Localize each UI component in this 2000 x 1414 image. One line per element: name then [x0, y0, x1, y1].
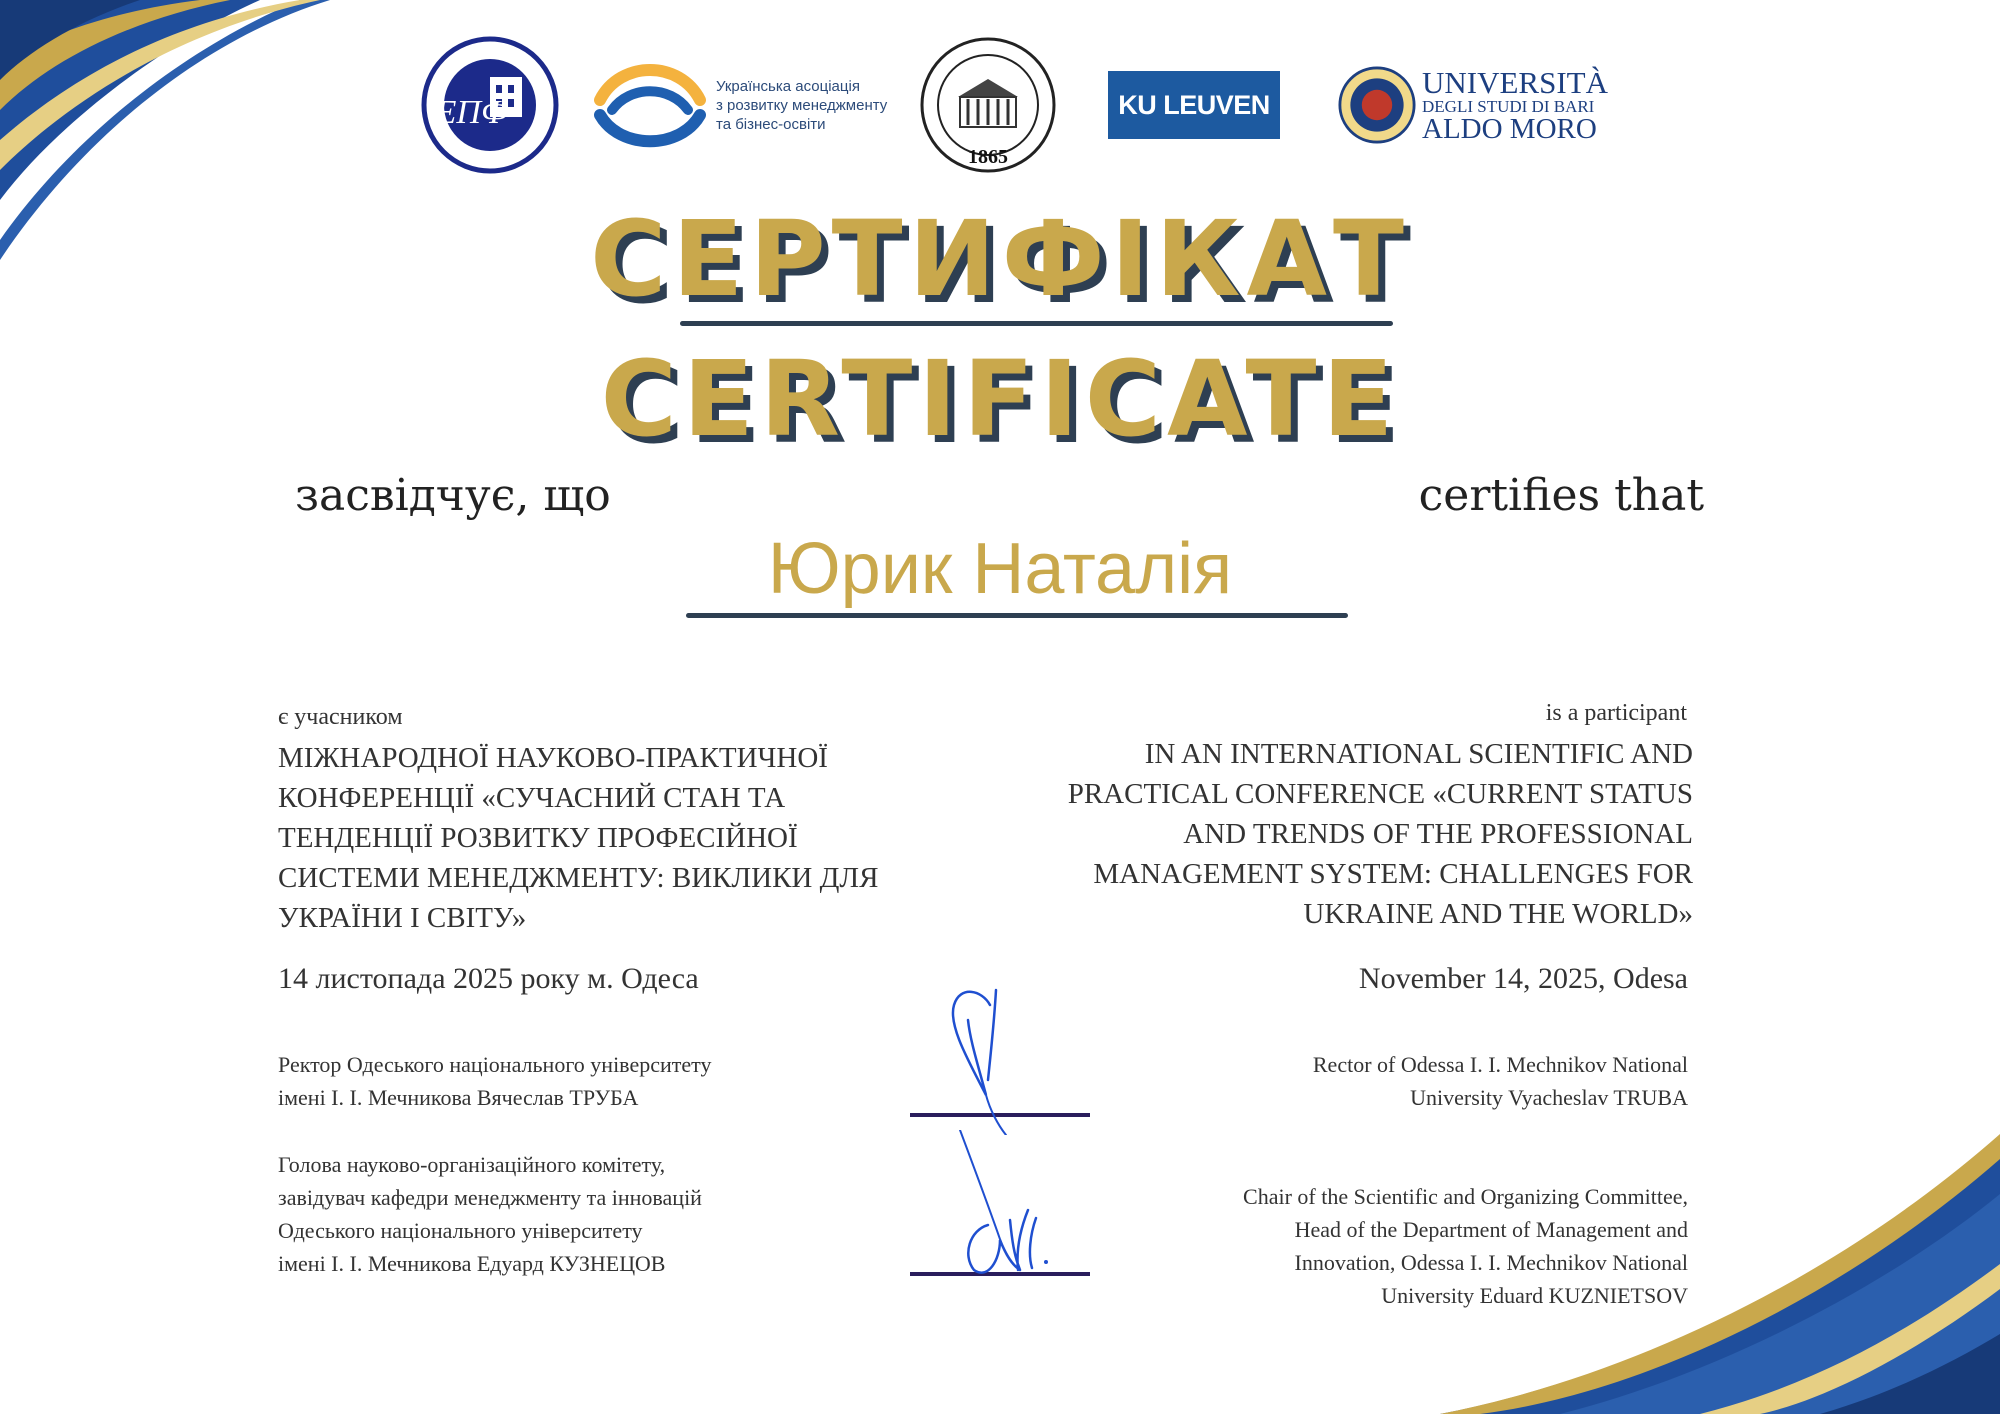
rector-line-ua: імені І. І. Мечникова Вячеслав ТРУБА — [278, 1085, 639, 1110]
conference-line-en: IN AN INTERNATIONAL SCIENTIFIC AND — [1144, 738, 1693, 770]
association-line-1: Українська асоціація — [716, 77, 860, 95]
conference-line-en: PRACTICAL CONFERENCE «CURRENT STATUS — [1067, 778, 1693, 810]
chair-line-en: Head of the Department of Management and — [1294, 1217, 1688, 1242]
conference-line-ua: СИСТЕМИ МЕНЕДЖМЕНТУ: ВИКЛИКИ ДЛЯ — [278, 862, 879, 894]
title-divider — [680, 321, 1393, 326]
rector-line-ua: Ректор Одеського національного університету — [278, 1052, 712, 1077]
chair-line-en: Innovation, Odessa I. I. Mechnikov National — [1294, 1250, 1688, 1275]
conference-line-en: AND TRENDS OF THE PROFESSIONAL — [1183, 818, 1693, 850]
conference-line-ua: УКРАЇНИ І СВІТУ» — [278, 902, 527, 934]
certifies-ukrainian: засвідчує, що — [295, 470, 611, 521]
chair-line-ua: Голова науково-організаційного комітету, — [278, 1152, 666, 1177]
date-ukrainian: 14 листопада 2025 року м. Одеса — [278, 962, 699, 995]
bari-line-3: ALDO MORO — [1422, 112, 1597, 145]
onu-year: 1865 — [968, 146, 1008, 168]
title-english: CERTIFICATE — [600, 338, 1400, 460]
conference-line-en: UKRAINE AND THE WORLD» — [1303, 898, 1693, 930]
efp-initials: ЕПФ — [435, 94, 509, 131]
title-ukrainian: СЕРТИФІКАТ — [590, 198, 1410, 320]
signature-rector — [920, 985, 1060, 1135]
onu-mechnikov-seal — [918, 30, 1058, 180]
chair-english — [1243, 1180, 1688, 1312]
efp-faculty-logo — [420, 30, 560, 180]
participant-label-ukrainian: є учасником — [278, 704, 403, 730]
participant-label-english: is a participant — [1545, 700, 1687, 726]
conference-line-en: MANAGEMENT SYSTEM: CHALLENGES FOR — [1093, 858, 1693, 890]
chair-line-en: Chair of the Scientific and Organizing Committee, — [1243, 1184, 1688, 1209]
rector-line-en: Rector of Odessa I. I. Mechnikov National — [1312, 1052, 1688, 1077]
ku-leuven-text: KU LEUVEN — [1108, 71, 1280, 139]
chair-line-ua: завідувач кафедри менеджменту та інновацій — [278, 1185, 702, 1210]
chair-line-en: University Eduard KUZNIETSOV — [1381, 1283, 1688, 1308]
conference-line-ua: ТЕНДЕНЦІЇ РОЗВИТКУ ПРОФЕСІЙНОЇ — [278, 822, 798, 854]
chair-line-ua: імені І. І. Мечникова Едуард КУЗНЕЦОВ — [278, 1251, 666, 1276]
recipient-name: Юрик Наталія — [767, 529, 1233, 609]
chair-ukrainian — [278, 1148, 702, 1280]
rector-english — [1313, 1048, 1688, 1114]
conference-line-ua: КОНФЕРЕНЦІЇ «СУЧАСНИЙ СТАН ТА — [278, 782, 786, 814]
ku-leuven-logo — [1108, 30, 1280, 180]
association-line-3: та бізнес-освіти — [716, 115, 826, 133]
chair-line-ua: Одеського національного університету — [278, 1218, 643, 1243]
conference-line-ua: МІЖНАРОДНОЇ НАУКОВО-ПРАКТИЧНОЇ — [278, 742, 828, 774]
bari-university-logo — [1338, 30, 1608, 180]
certifies-english: certifies that — [1418, 470, 1704, 521]
bari-line-1: UNIVERSITÀ — [1422, 64, 1608, 100]
association-logo — [590, 30, 910, 180]
recipient-underline — [686, 613, 1348, 618]
association-line-2: з розвитку менеджменту — [716, 96, 888, 114]
bari-line-2: DEGLI STUDI DI BARI — [1422, 96, 1595, 116]
rector-ukrainian — [278, 1048, 711, 1114]
rector-line-en: University Vyacheslav TRUBA — [1410, 1085, 1688, 1110]
date-english: November 14, 2025, Odesa — [1358, 962, 1688, 995]
signature-chair — [940, 1130, 1070, 1280]
conference-title-english — [993, 734, 1693, 934]
conference-title-ukrainian — [278, 738, 918, 938]
